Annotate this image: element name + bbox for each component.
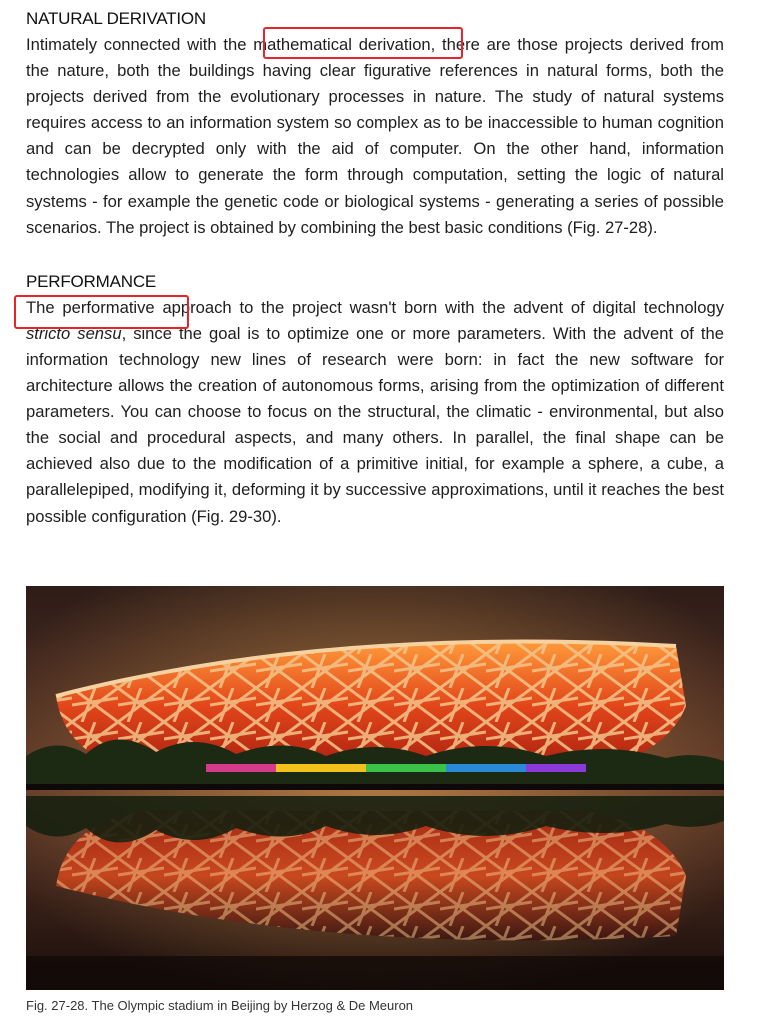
- paragraph-text: The performative approach to the project wasn't born with the advent of digital technology: [26, 297, 724, 317]
- section-heading: PERFORMANCE: [26, 271, 157, 291]
- paragraph-text: Intimately connected with the: [26, 35, 254, 54]
- section-heading: NATURAL DERIVATION: [26, 9, 206, 28]
- section-paragraph: [26, 295, 724, 530]
- section-paragraph: [26, 32, 724, 241]
- section-performance: [26, 271, 724, 530]
- stadium-photo: [26, 586, 724, 990]
- section-natural-derivation: [26, 8, 724, 241]
- figure-caption: Fig. 27-28. The Olympic stadium in Beijing by Herzog & De Meuron: [26, 998, 414, 1013]
- document-page: [26, 8, 724, 530]
- stadium-illustration: [26, 586, 724, 990]
- paragraph-text: , since the goal is to optimize one or more parameters. With the advent of the information technology new lines of research were born: in fact the new software for architecture allows the creation of autonomous forms, arising from the optimization of different parameters. You can choose to focus on the structural, the climatic - environmental, but also the social and procedural aspects, and many others. In parallel, the final shape can be achieved also due to the modification of a primitive initial, for example a sphere, a cube, a parallelepiped, modifying it, deforming it by successive approximations, until it reaches the best possible configuration (Fig. 29-30).: [26, 323, 724, 526]
- highlighted-phrase: [253, 35, 435, 54]
- paragraph-text: there are those projects derived from the nature, both the buildings having clear figurative references in natural forms, both the projects derived from the evolutionary processes in nature. The study of natural systems requires access to an information system so complex as to be inaccessible to human cognition and can be decrypted only with the aid of computer. On the other hand, information technologies allow to generate the form through computation, setting the logic of natural systems - for example the genetic code or biological systems - generating a series of possible scenarios. The project is obtained by combining the best basic conditions (Fig. 27-28).: [26, 35, 724, 237]
- highlighted-text: mathematical derivation,: [253, 35, 436, 54]
- italic-term: stricto sensu: [26, 323, 122, 343]
